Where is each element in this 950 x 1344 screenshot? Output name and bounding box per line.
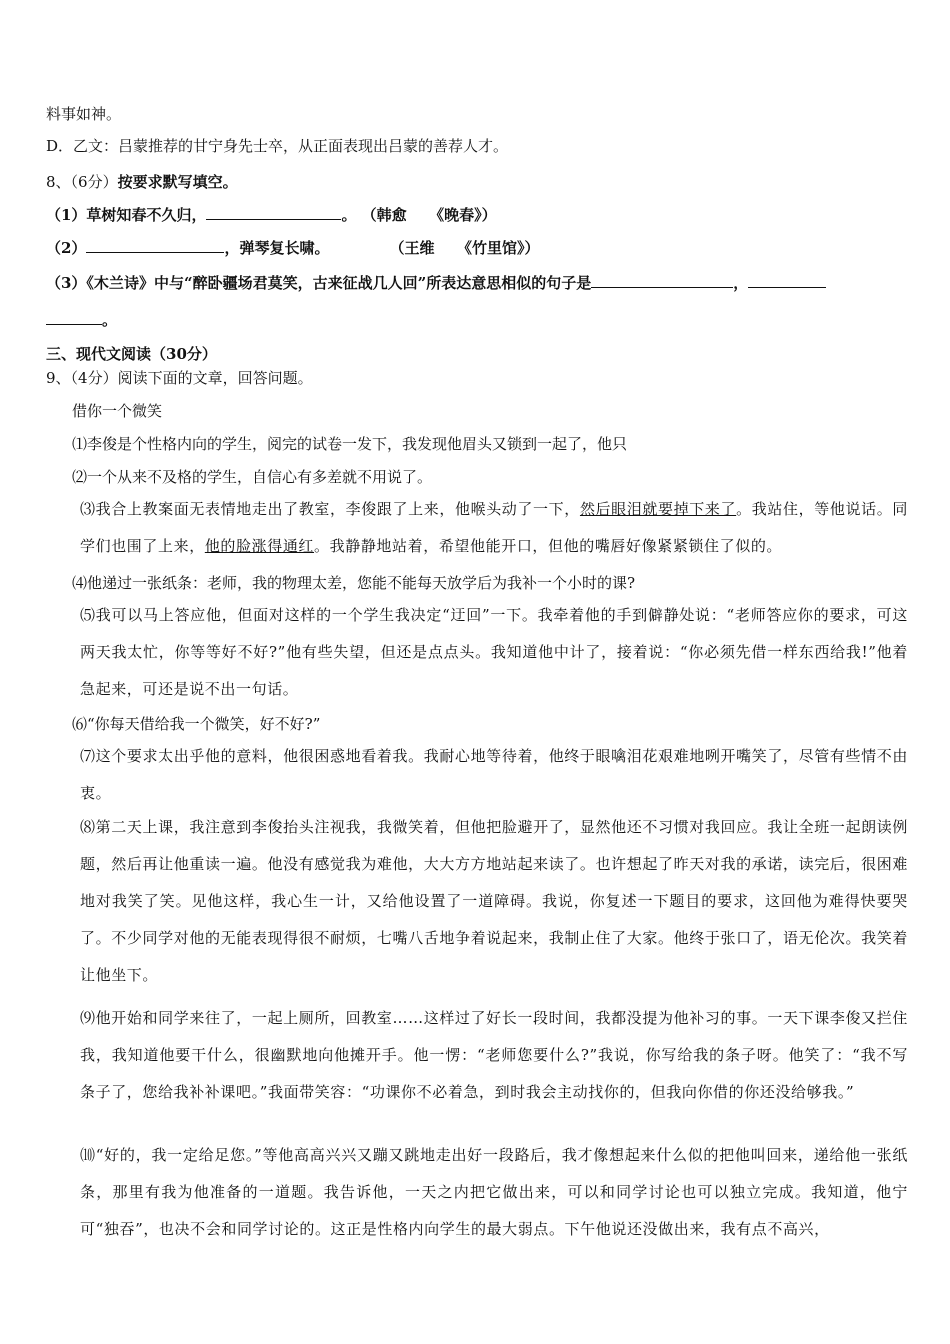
item-2-suffix: ，弹琴复长啸。 （王维 《竹里馆》）: [224, 239, 540, 257]
paragraph-8: [46, 809, 908, 994]
paragraph-3-part-a: ⑶我合上教案面无表情地走出了教室，李俊跟了上来，他喉头动了一下，: [80, 500, 580, 518]
paragraph-4: ⑷他递过一张纸条：老师，我的物理太差，您能不能每天放学后为我补一个小时的课?: [72, 574, 636, 592]
paragraph-3-part-b: 。我站住，等他说话。同学们也围了上来，: [80, 500, 908, 555]
paragraph-7: [46, 738, 908, 812]
item-2-prefix: （2）: [46, 239, 87, 257]
section-3-title: 三、现代文阅读（30分）: [46, 345, 217, 363]
item-3-separator: ，: [733, 274, 749, 292]
paragraph-9: [46, 1000, 908, 1111]
question-8-item-1: [46, 205, 908, 225]
answer-blank-3b[interactable]: [748, 273, 826, 288]
question-8-number: 8、（6分）: [46, 173, 118, 191]
question-8-item-2: [46, 238, 908, 258]
answer-blank-3a[interactable]: [591, 273, 733, 288]
paragraph-9-text: ⑼他开始和同学来往了，一起上厕所，回教室……这样过了好长一段时间，我都没提为他补习的事。一天下课李俊又拦住我，我知道他要干什么，很幽默地向他摊开手。他一愣：“老师您要什么?”我说，你写给我的条子呀。他笑了：“我不写条子了，您给我补补课吧。”我面带笑容：“功课你不必着急，到时我会主动找你的，但我向你借的你还没给够我。”: [80, 1009, 908, 1101]
underlined-phrase-2: 他的脸涨得通红: [204, 537, 315, 555]
paragraph-3-part-c: 。我静静地站着，希望他能开口，但他的嘴唇好像紧紧锁住了似的。: [314, 537, 783, 555]
question-8-item-3: [46, 273, 908, 293]
item-3-end: 。: [102, 311, 118, 329]
question-8-heading: [46, 172, 908, 192]
item-1-suffix: 。 （韩愈 《晚春》）: [341, 206, 497, 224]
paragraph-3: [46, 491, 908, 565]
paragraph-5: [46, 597, 908, 708]
underlined-phrase-1: 然后眼泪就要掉下来了: [579, 500, 737, 518]
paragraph-10-text: ⑽“好的，我一定给足您。”等他高高兴兴又蹦又跳地走出好一段路后，我才像想起来什么似的把他叫回来，递给他一张纸条，那里有我为他准备的一道题。我告诉他，一天之内把它做出来，可以和同学讨论也可以独立完成。我知道，他宁可“独吞”，也决不会和同学讨论的。这正是性格内向学生的最大弱点。下午他说还没做出来，我有点不高兴，: [80, 1146, 908, 1238]
question-8-instruction: 按要求默写填空。: [117, 173, 238, 191]
article-title: 借你一个微笑: [72, 402, 163, 420]
paragraph-7-text: ⑺这个要求太出乎他的意料，他很困惑地看着我。我耐心地等待着，他终于眼噙泪花艰难地咧开嘴笑了，尽管有些情不由衷。: [80, 747, 908, 802]
question-8-item-3-cont: [46, 310, 908, 330]
answer-blank-3c[interactable]: [46, 310, 102, 325]
item-3-prefix: （3）《木兰诗》中与“醉卧疆场君莫笑，古来征战几人回”所表达意思相似的句子是: [46, 274, 592, 292]
paragraph-6: ⑹“你每天借给我一个微笑，好不好?”: [72, 715, 321, 733]
paragraph-5-text: ⑸我可以马上答应他，但面对这样的一个学生我决定“迂回”一下。我牵着他的手到僻静处说：“老师答应你的要求，可这两天我太忙，你等等好不好?”他有些失望，但还是点点头。我知道他中计了，接着说：“你必须先借一样东西给我!”他着急起来，可还是说不出一句话。: [80, 606, 908, 698]
paragraph-8-text: ⑻第二天上课，我注意到李俊抬头注视我，我微笑着，但他把脸避开了，显然他还不习惯对我回应。我让全班一起朗读例题，然后再让他重读一遍。他没有感觉我为难他，大大方方地站起来读了。也许想起了昨天对我的承诺，读完后，很困难地对我笑了笑。见他这样，我心生一计，又给他设置了一道障碍。我说，你复述一下题目的要求，这回他为难得快要哭了。不少同学对他的无能表现得很不耐烦，七嘴八舌地争着说起来，我制止住了大家。他终于张口了，语无伦次。我笑着让他坐下。: [80, 818, 908, 984]
item-1-prefix: （1）草树知春不久归，: [46, 206, 207, 224]
answer-blank-1[interactable]: [206, 205, 341, 220]
answer-blank-2[interactable]: [86, 238, 224, 253]
continued-line: 料事如神。: [46, 105, 122, 123]
option-d: D．乙文：吕蒙推荐的甘宁身先士卒，从正面表现出吕蒙的善荐人才。: [46, 137, 509, 155]
paragraph-1: ⑴李俊是个性格内向的学生，阅完的试卷一发下，我发现他眉头又锁到一起了，他只: [72, 435, 628, 453]
paragraph-2: ⑵一个从来不及格的学生，自信心有多差就不用说了。: [72, 468, 433, 486]
paragraph-10: [46, 1137, 908, 1248]
question-9-heading: 9、（4分）阅读下面的文章，回答问题。: [46, 369, 313, 387]
